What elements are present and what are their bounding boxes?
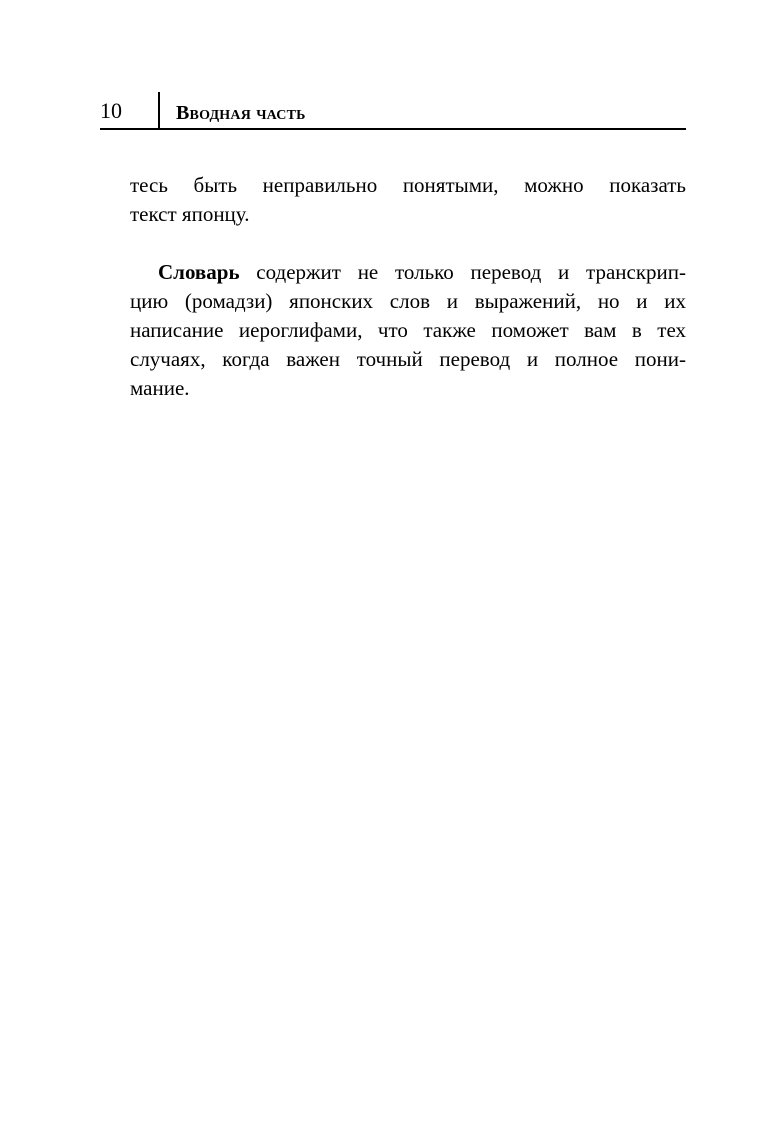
text-line: мание. [130,376,190,400]
text-line: написание иероглифами, что также поможет вам в тех [130,318,686,342]
header-divider [158,92,160,130]
text-line: тесь быть неправильно понятыми, можно показать [130,173,686,197]
running-head [100,92,686,130]
text-line: случаях, когда важен точный перевод и полное пони- [130,347,686,371]
section-title: Вводная часть [176,102,306,124]
page-number: 10 [100,98,122,123]
text-line [130,258,686,287]
dictionary-term: Словарь [158,260,240,284]
text-line: цию (ромадзи) японских слов и выражений, но и их [130,289,686,313]
paragraph-dictionary [130,258,686,403]
header-rule [100,128,686,130]
text-line: текст японцу. [130,202,250,226]
paragraph-continuation [130,171,686,229]
text-fragment: содержит не только перевод и транскрип- [239,260,686,284]
body-text [130,171,686,403]
